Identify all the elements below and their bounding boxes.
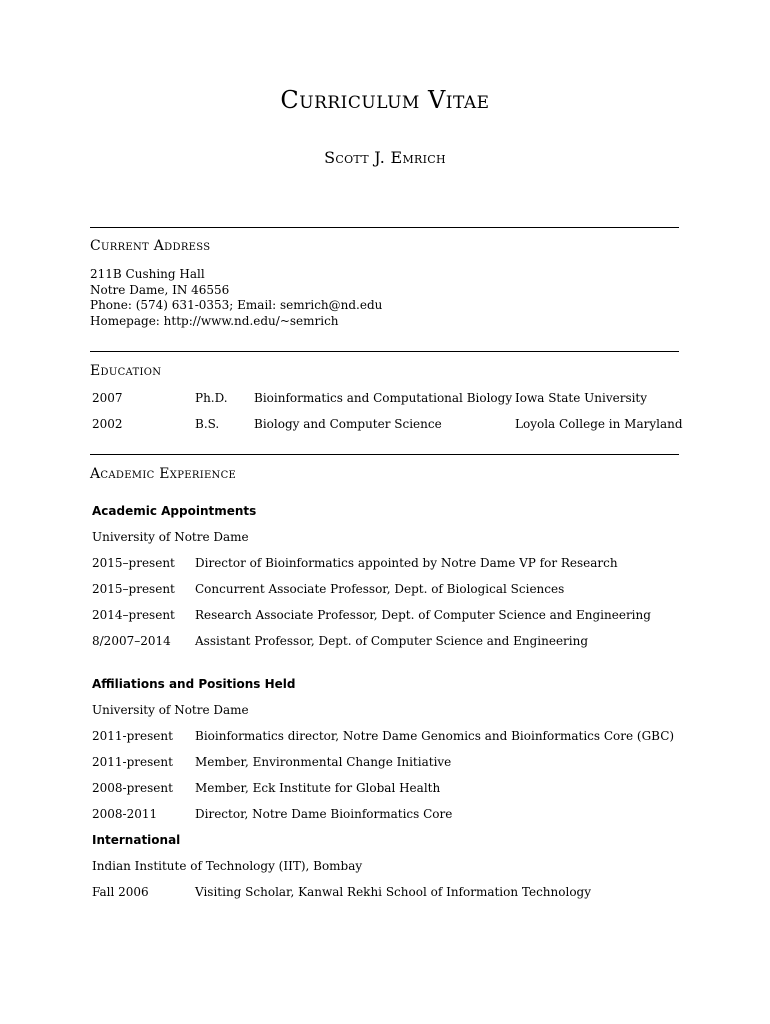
divider — [90, 351, 679, 352]
appointment-date: 2015–present — [92, 582, 175, 596]
institution-name: University of Notre Dame — [92, 530, 249, 544]
institution-name: University of Notre Dame — [92, 703, 249, 717]
education-degree: B.S. — [195, 417, 220, 431]
affiliation-role: Member, Eck Institute for Global Health — [195, 781, 441, 795]
appointment-role: Director of Bioinformatics appointed by Notre Dame VP for Research — [195, 556, 618, 570]
education-school: Loyola College in Maryland — [515, 417, 683, 431]
appointment-date: 8/2007–2014 — [92, 634, 171, 648]
appointment-date: 2015–present — [92, 556, 175, 570]
section-heading-experience: Academic Experience — [90, 466, 237, 482]
subsection-heading-international: International — [92, 833, 181, 847]
affiliation-role: Bioinformatics director, Notre Dame Genomics and Bioinformatics Core (GBC) — [195, 729, 675, 743]
education-year: 2002 — [92, 417, 123, 431]
section-heading-address: Current Address — [90, 238, 211, 254]
international-role: Visiting Scholar, Kanwal Rekhi School of Information Technology — [195, 885, 592, 899]
affiliation-role: Member, Environmental Change Initiative — [195, 755, 452, 769]
subsection-heading-appointments: Academic Appointments — [92, 504, 257, 518]
appointment-role: Assistant Professor, Dept. of Computer Science and Engineering — [195, 634, 589, 648]
address-line: 211B Cushing Hall — [90, 267, 205, 281]
contact-line: Phone: (574) 631-0353; Email: semrich@nd.edu — [90, 298, 383, 312]
page-title: Curriculum Vitae — [280, 86, 490, 114]
appointment-role: Concurrent Associate Professor, Dept. of Biological Sciences — [195, 582, 565, 596]
affiliation-date: 2008-2011 — [92, 807, 158, 821]
affiliation-date: 2011-present — [92, 729, 173, 743]
section-heading-education: Education — [90, 363, 162, 379]
affiliation-role: Director, Notre Dame Bioinformatics Core — [195, 807, 453, 821]
address-line: Notre Dame, IN 46556 — [90, 283, 230, 297]
author-name: Scott J. Emrich — [324, 148, 446, 167]
education-school: Iowa State University — [515, 391, 648, 405]
affiliation-date: 2011-present — [92, 755, 173, 769]
education-degree: Ph.D. — [195, 391, 228, 405]
homepage-line: Homepage: http://www.nd.edu/~semrich — [90, 314, 339, 328]
institution-name: Indian Institute of Technology (IIT), Bombay — [92, 859, 363, 873]
education-field: Bioinformatics and Computational Biology — [254, 391, 513, 405]
education-field: Biology and Computer Science — [254, 417, 442, 431]
international-date: Fall 2006 — [92, 885, 149, 899]
appointment-date: 2014–present — [92, 608, 175, 622]
divider — [90, 454, 679, 455]
subsection-heading-affiliations: Affiliations and Positions Held — [92, 677, 296, 691]
affiliation-date: 2008-present — [92, 781, 173, 795]
education-year: 2007 — [92, 391, 123, 405]
appointment-role: Research Associate Professor, Dept. of Computer Science and Engineering — [195, 608, 651, 622]
divider — [90, 227, 679, 228]
